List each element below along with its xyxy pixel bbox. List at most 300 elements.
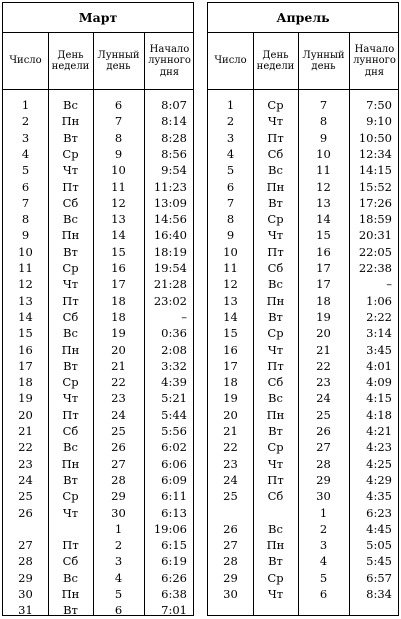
cell-weekday: Сб <box>62 554 79 569</box>
table-row <box>3 602 193 618</box>
cell-lunar-day: 13 <box>111 212 126 227</box>
header-day: Число <box>9 55 42 67</box>
table-row <box>3 130 193 146</box>
table-row <box>3 374 193 390</box>
cell-day: 5 <box>226 163 235 178</box>
cell-day: 9 <box>226 228 235 243</box>
cell-lunar-day: 11 <box>111 179 126 194</box>
cell-lunar-start: 5:45 <box>366 554 392 569</box>
cell-lunar-start: 4:18 <box>366 407 392 422</box>
table-row <box>3 146 193 162</box>
cell-lunar-day: 23 <box>316 375 331 390</box>
cell-day: 26 <box>18 505 33 520</box>
table-row <box>208 211 398 227</box>
cell-lunar-day: 2 <box>319 521 328 536</box>
cell-lunar-day: 19 <box>316 309 331 324</box>
cell-day: 26 <box>223 521 238 536</box>
table-row <box>208 521 398 537</box>
cell-lunar-day: 4 <box>319 554 328 569</box>
cell-day: 4 <box>226 146 235 161</box>
cell-lunar-day: 10 <box>111 163 126 178</box>
cell-day: 18 <box>223 375 238 390</box>
cell-lunar-day: 9 <box>114 146 123 161</box>
cell-lunar-day: 17 <box>316 277 331 292</box>
cell-lunar-start: 6:15 <box>161 538 187 553</box>
cell-lunar-day: 3 <box>319 538 328 553</box>
cell-lunar-start: 7:01 <box>161 603 187 618</box>
cell-lunar-day: 18 <box>111 309 126 324</box>
cell-lunar-day: 9 <box>319 130 328 145</box>
cell-lunar-day: 22 <box>111 375 126 390</box>
cell-day: 6 <box>21 179 30 194</box>
cell-lunar-start: 19:54 <box>153 261 187 275</box>
header-day: Число <box>214 55 247 67</box>
cell-lunar-day: 8 <box>319 114 328 129</box>
cell-lunar-start: 1:06 <box>366 293 392 308</box>
cell-weekday: Вс <box>268 277 283 292</box>
table-row <box>208 439 398 455</box>
table-row <box>208 423 398 439</box>
table-row <box>3 358 193 374</box>
cell-weekday: Пт <box>267 472 284 487</box>
cell-day: 8 <box>226 212 235 227</box>
table-row <box>208 293 398 309</box>
cell-weekday: Вс <box>268 163 283 178</box>
table-row <box>3 390 193 406</box>
cell-day: 3 <box>21 130 30 145</box>
cell-weekday: Пт <box>267 358 284 373</box>
cell-lunar-start: 2:22 <box>366 309 392 324</box>
table-row <box>3 293 193 309</box>
cell-lunar-start: 12:34 <box>358 146 392 161</box>
cell-lunar-start: 4:35 <box>366 489 392 504</box>
cell-weekday: Пн <box>266 179 285 194</box>
cell-lunar-start: 5:56 <box>161 424 187 438</box>
cell-lunar-day: 18 <box>111 293 126 308</box>
cell-day: 2 <box>21 114 30 129</box>
cell-weekday: Пт <box>267 130 284 145</box>
cell-weekday: Ср <box>62 489 79 504</box>
cell-lunar-start: 6:23 <box>366 505 392 520</box>
cell-weekday: Пн <box>61 587 80 601</box>
cell-day: 13 <box>223 293 238 308</box>
table-row <box>3 162 193 178</box>
table-row <box>3 325 193 341</box>
cell-day: 7 <box>226 195 235 210</box>
cell-lunar-day: 17 <box>111 277 126 292</box>
table-row <box>208 195 398 211</box>
cell-lunar-start: 5:05 <box>366 538 392 553</box>
cell-lunar-day: 28 <box>111 472 126 487</box>
cell-lunar-day: 2 <box>114 538 123 553</box>
header-lunar-start: Начало лунного дня <box>353 43 396 78</box>
cell-day: 8 <box>21 212 30 227</box>
cell-day: 19 <box>223 391 238 406</box>
cell-weekday: Чт <box>62 277 79 292</box>
cell-weekday: Ср <box>267 326 284 341</box>
cell-day: 13 <box>18 293 33 308</box>
cell-day: 20 <box>223 407 238 422</box>
table-row <box>208 162 398 178</box>
cell-weekday: Сб <box>267 146 284 161</box>
cell-weekday: Сб <box>267 261 284 275</box>
cell-weekday: Вт <box>63 358 78 373</box>
month-title: Март <box>3 3 193 33</box>
cell-lunar-start: 4:45 <box>366 521 392 536</box>
cell-weekday: Вс <box>268 521 283 536</box>
cell-lunar-day: 24 <box>316 391 331 406</box>
cell-weekday: Ср <box>267 98 284 112</box>
cell-weekday: Пт <box>267 244 284 259</box>
table-row <box>208 553 398 569</box>
cell-day: 14 <box>18 309 33 324</box>
cell-lunar-start: 4:29 <box>366 472 392 487</box>
cell-lunar-day: 29 <box>111 489 126 504</box>
cell-weekday: Вт <box>63 603 78 618</box>
cell-lunar-start: 4:21 <box>366 424 392 438</box>
cell-lunar-day: 14 <box>316 212 331 227</box>
table-row <box>3 423 193 439</box>
cell-lunar-start: 16:40 <box>153 228 187 243</box>
table-row <box>3 521 193 537</box>
cell-lunar-start: 15:52 <box>358 179 392 194</box>
cell-weekday: Чт <box>267 456 284 471</box>
cell-weekday: Вс <box>63 212 78 227</box>
table-row <box>208 358 398 374</box>
cell-lunar-day: 24 <box>111 407 126 422</box>
cell-day: 27 <box>18 538 33 553</box>
cell-lunar-day: 11 <box>316 163 331 178</box>
cell-lunar-day: 5 <box>114 587 123 601</box>
cell-lunar-start: 18:59 <box>358 212 392 227</box>
cell-weekday: Пн <box>61 456 80 471</box>
cell-day: 15 <box>18 326 33 341</box>
cell-weekday: Ср <box>267 212 284 227</box>
cell-day: 11 <box>223 261 238 275</box>
cell-day: 14 <box>223 309 238 324</box>
cell-lunar-day: 12 <box>111 195 126 210</box>
cell-weekday: Пн <box>266 538 285 553</box>
cell-weekday: Сб <box>267 489 284 504</box>
table-row <box>208 146 398 162</box>
cell-lunar-day: 1 <box>319 505 328 520</box>
cell-lunar-start: 13:09 <box>153 195 187 210</box>
table-row <box>3 407 193 423</box>
cell-day: 21 <box>18 424 33 438</box>
march-table <box>2 2 194 616</box>
cell-lunar-start: 6:57 <box>366 570 392 585</box>
cell-lunar-day: 15 <box>316 228 331 243</box>
cell-day: 24 <box>18 472 33 487</box>
table-row <box>3 456 193 472</box>
cell-lunar-start: 7:50 <box>366 98 392 112</box>
cell-weekday: Чт <box>62 505 79 520</box>
cell-lunar-start: 6:09 <box>161 472 187 487</box>
cell-day: 22 <box>223 440 238 455</box>
table-row <box>3 195 193 211</box>
header-lunar-day: Лунный день <box>302 49 345 72</box>
cell-day: 17 <box>18 358 33 373</box>
cell-day: 28 <box>223 554 238 569</box>
cell-lunar-day: 7 <box>114 114 123 129</box>
table-row <box>3 537 193 553</box>
cell-lunar-start: 14:15 <box>358 163 392 178</box>
cell-lunar-day: 25 <box>316 407 331 422</box>
table-row <box>208 374 398 390</box>
cell-day: 25 <box>223 489 238 504</box>
cell-lunar-start: 0:36 <box>161 326 187 341</box>
cell-lunar-day: 27 <box>316 440 331 455</box>
cell-day: 31 <box>18 603 33 618</box>
table-row <box>3 227 193 243</box>
cell-lunar-start: 18:19 <box>153 244 187 259</box>
cell-weekday: Сб <box>62 309 79 324</box>
cell-day: 30 <box>223 587 238 601</box>
cell-day: 29 <box>223 570 238 585</box>
cell-weekday: Ср <box>62 375 79 390</box>
cell-lunar-start: 22:05 <box>358 244 392 259</box>
cell-day: 27 <box>223 538 238 553</box>
table-row <box>3 586 193 602</box>
cell-lunar-day: 30 <box>111 505 126 520</box>
header-weekday: День недели <box>256 49 295 72</box>
cell-day: 5 <box>21 163 30 178</box>
cell-weekday: Вт <box>268 554 283 569</box>
cell-lunar-start: 8:14 <box>161 114 187 129</box>
cell-day: 16 <box>223 342 238 357</box>
cell-weekday: Пн <box>266 407 285 422</box>
cell-lunar-start: – <box>386 277 392 292</box>
cell-day: 23 <box>223 456 238 471</box>
cell-weekday: Пт <box>62 179 79 194</box>
cell-day: 23 <box>18 456 33 471</box>
cell-day: 9 <box>21 228 30 243</box>
table-row <box>208 342 398 358</box>
table-row <box>3 505 193 521</box>
cell-lunar-day: 21 <box>111 358 126 373</box>
cell-lunar-start: 8:56 <box>161 146 187 161</box>
table-row <box>3 113 193 129</box>
cell-weekday: Вт <box>63 130 78 145</box>
cell-lunar-start: 2:08 <box>161 342 187 357</box>
cell-lunar-day: 1 <box>114 521 123 536</box>
table-row <box>208 586 398 602</box>
cell-day: 3 <box>226 130 235 145</box>
cell-lunar-day: 16 <box>111 261 126 275</box>
cell-lunar-start: 6:26 <box>161 570 187 585</box>
cell-lunar-start: 6:38 <box>161 587 187 601</box>
cell-weekday: Ср <box>267 440 284 455</box>
cell-day: 24 <box>223 472 238 487</box>
cell-lunar-start: 4:09 <box>366 375 392 390</box>
cell-lunar-start: 5:21 <box>161 391 187 406</box>
cell-lunar-start: 6:02 <box>161 440 187 455</box>
cell-lunar-start: 14:56 <box>153 212 187 227</box>
cell-lunar-start: 22:38 <box>358 261 392 275</box>
cell-weekday: Пт <box>62 293 79 308</box>
cell-day: 16 <box>18 342 33 357</box>
table-row <box>208 325 398 341</box>
table-row <box>3 472 193 488</box>
cell-day: 1 <box>226 98 235 112</box>
cell-lunar-start: 23:02 <box>153 293 187 308</box>
cell-lunar-start: 20:31 <box>358 228 392 243</box>
cell-weekday: Вт <box>268 424 283 438</box>
table-row <box>208 488 398 504</box>
cell-weekday: Сб <box>62 424 79 438</box>
table-row <box>208 309 398 325</box>
cell-lunar-day: 20 <box>316 326 331 341</box>
cell-day: 25 <box>18 489 33 504</box>
cell-weekday: Ср <box>267 570 284 585</box>
cell-lunar-start: 3:45 <box>366 342 392 357</box>
cell-lunar-start: 3:32 <box>161 358 187 373</box>
cell-lunar-day: 6 <box>114 98 123 112</box>
table-row <box>3 570 193 586</box>
cell-lunar-day: 13 <box>316 195 331 210</box>
cell-lunar-start: 21:28 <box>153 277 187 292</box>
cell-lunar-start: 11:23 <box>153 179 187 194</box>
table-row <box>3 276 193 292</box>
table-row <box>3 309 193 325</box>
cell-lunar-day: 6 <box>319 587 328 601</box>
cell-lunar-day: 18 <box>316 293 331 308</box>
cell-weekday: Вт <box>63 472 78 487</box>
cell-lunar-day: 26 <box>316 424 331 438</box>
cell-lunar-start: 6:13 <box>161 505 187 520</box>
cell-lunar-day: 22 <box>316 358 331 373</box>
cell-weekday: Сб <box>62 195 79 210</box>
cell-day: 19 <box>18 391 33 406</box>
cell-weekday: Вт <box>268 195 283 210</box>
table-row <box>208 227 398 243</box>
cell-lunar-start: 4:01 <box>366 358 392 373</box>
cell-day: 30 <box>18 587 33 601</box>
table-row <box>3 260 193 276</box>
cell-day: 29 <box>18 570 33 585</box>
cell-lunar-start: 19:06 <box>153 521 187 536</box>
cell-weekday: Ср <box>62 261 79 275</box>
cell-weekday: Чт <box>267 342 284 357</box>
cell-lunar-day: 17 <box>316 261 331 275</box>
cell-lunar-day: 23 <box>111 391 126 406</box>
cell-weekday: Чт <box>267 228 284 243</box>
cell-lunar-day: 8 <box>114 130 123 145</box>
cell-lunar-start: 17:26 <box>358 195 392 210</box>
cell-weekday: Пн <box>61 114 80 129</box>
month-title: Апрель <box>208 3 398 33</box>
cell-day: 12 <box>223 277 238 292</box>
header-weekday: День недели <box>51 49 90 72</box>
cell-lunar-day: 10 <box>316 146 331 161</box>
cell-lunar-start: 4:15 <box>366 391 392 406</box>
cell-weekday: Пн <box>61 342 80 357</box>
cell-weekday: Вт <box>268 309 283 324</box>
cell-weekday: Пт <box>62 538 79 553</box>
table-row <box>208 113 398 129</box>
cell-weekday: Чт <box>267 587 284 601</box>
header-row <box>208 33 398 90</box>
cell-weekday: Вс <box>63 98 78 112</box>
table-row <box>3 179 193 195</box>
cell-day: 21 <box>223 424 238 438</box>
cell-lunar-day: 7 <box>319 98 328 112</box>
cell-lunar-day: 19 <box>111 326 126 341</box>
cell-day: 20 <box>18 407 33 422</box>
table-row <box>208 456 398 472</box>
cell-lunar-start: 3:14 <box>366 326 392 341</box>
table-row <box>208 276 398 292</box>
table-row <box>208 390 398 406</box>
table-row <box>208 505 398 521</box>
cell-lunar-day: 12 <box>316 179 331 194</box>
table-row <box>208 179 398 195</box>
cell-weekday: Чт <box>267 114 284 129</box>
header-lunar-day: Лунный день <box>97 49 140 72</box>
cell-day: 2 <box>226 114 235 129</box>
cell-weekday: Ср <box>62 146 79 161</box>
cell-day: 4 <box>21 146 30 161</box>
cell-day: 10 <box>18 244 33 259</box>
table-row <box>3 439 193 455</box>
table-row <box>208 570 398 586</box>
cell-day: 11 <box>18 261 33 275</box>
cell-day: 6 <box>226 179 235 194</box>
cell-lunar-start: 6:11 <box>161 489 187 504</box>
cell-lunar-start: – <box>181 309 187 324</box>
table-row <box>208 537 398 553</box>
cell-lunar-day: 6 <box>114 603 123 618</box>
table-row <box>208 130 398 146</box>
cell-weekday: Вс <box>63 570 78 585</box>
cell-weekday: Пн <box>266 293 285 308</box>
cell-lunar-start: 9:10 <box>366 114 392 129</box>
header-lunar-start: Начало лунного дня <box>148 43 191 78</box>
table-row <box>3 244 193 260</box>
header-row <box>3 33 193 90</box>
cell-day: 22 <box>18 440 33 455</box>
cell-day: 1 <box>21 98 30 112</box>
cell-lunar-day: 21 <box>316 342 331 357</box>
cell-lunar-start: 9:54 <box>161 163 187 178</box>
table-row <box>208 244 398 260</box>
cell-lunar-day: 5 <box>319 570 328 585</box>
cell-lunar-start: 4:23 <box>366 440 392 455</box>
cell-lunar-day: 28 <box>316 456 331 471</box>
cell-lunar-day: 27 <box>111 456 126 471</box>
cell-lunar-day: 4 <box>114 570 123 585</box>
table-row <box>3 553 193 569</box>
cell-weekday: Вт <box>63 244 78 259</box>
cell-lunar-start: 4:39 <box>161 375 187 390</box>
cell-weekday: Чт <box>62 391 79 406</box>
cell-day: 28 <box>18 554 33 569</box>
cell-lunar-day: 15 <box>111 244 126 259</box>
cell-day: 12 <box>18 277 33 292</box>
cell-day: 10 <box>223 244 238 259</box>
cell-day: 7 <box>21 195 30 210</box>
cell-lunar-start: 5:44 <box>161 407 187 422</box>
table-row <box>208 407 398 423</box>
cell-weekday: Пн <box>61 228 80 243</box>
table-row <box>3 211 193 227</box>
cell-lunar-day: 16 <box>316 244 331 259</box>
cell-lunar-day: 26 <box>111 440 126 455</box>
cell-weekday: Сб <box>267 375 284 390</box>
cell-lunar-day: 20 <box>111 342 126 357</box>
cell-day: 15 <box>223 326 238 341</box>
cell-day: 17 <box>223 358 238 373</box>
